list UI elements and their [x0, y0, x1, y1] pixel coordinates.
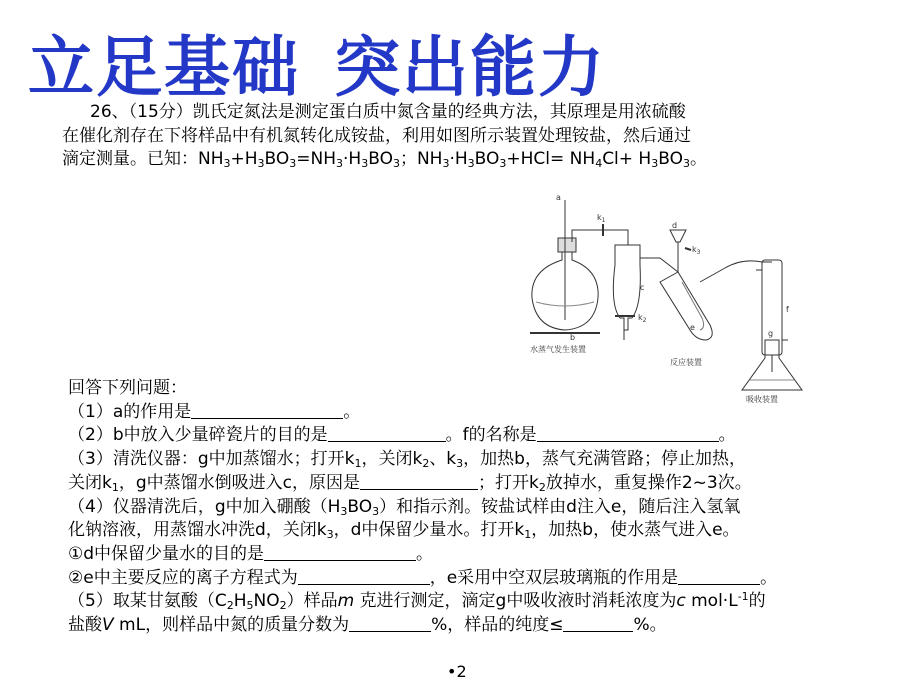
answer-blank[interactable]: [298, 568, 430, 585]
answer-blank[interactable]: [360, 473, 478, 490]
label-c: c: [640, 283, 645, 292]
vessel-c: [613, 245, 640, 330]
flask-stopper: [558, 238, 576, 252]
label-e: e: [690, 323, 695, 332]
question-5-line-2: 盐酸V mL，则样品中氮的质量分数为 %，样品的纯度≤ %。: [68, 615, 667, 636]
slide-title: [28, 14, 640, 109]
answer-blank[interactable]: [537, 425, 719, 442]
intro-line-1: 26、（15分）凯氏定氮法是测定蛋白质中氮含量的经典方法，其原理是用浓硫酸: [90, 102, 686, 122]
question-1: （1）a的作用是 。: [68, 401, 361, 422]
outlet-pipe: [700, 261, 772, 282]
double-wall-bottle-e: [660, 272, 712, 340]
caption-steam-generator: 水蒸气发生装置: [530, 345, 586, 354]
question-5-line-1: （5）取某甘氨酸$(C_2H_5NO_2)$样品m 克进行测定，滴定g中吸收液时消耗浓度为c $mol\cdot L^{-1}$的: [68, 590, 766, 613]
title-part-1: 立足基础: [28, 29, 300, 106]
answer-blank[interactable]: [264, 544, 416, 561]
question-4-part-2: ②e中主要反应的离子方程式为 ，e采用中空双层玻璃瓶的作用是 。: [68, 567, 778, 588]
answer-blank[interactable]: [563, 615, 633, 632]
equation-2: $NH_3\cdot H_3BO_3+HCl= NH_4Cl+ H_3BO_3$。: [416, 149, 707, 170]
label-k3: $k_3$: [692, 245, 701, 256]
caption-absorption: 吸收装置: [746, 395, 778, 404]
problem-intro: [62, 101, 862, 172]
answer-blank[interactable]: [678, 568, 760, 585]
question-2: （2）b中放入少量碎瓷片的目的是 。f的名称是 。: [68, 425, 736, 446]
equation-1: $NH_3+H_3BO_3=NH_3\cdot H_3BO_3$；: [198, 149, 417, 170]
questions: [68, 377, 893, 638]
page-number: •2: [447, 662, 467, 681]
question-3-line-2: 关闭$k_1$，g中蒸馏水倒吸进入c，原因是 ；打开$k_2$放掉水，重复操作2~3次。: [68, 472, 752, 494]
question-4-line-2: 化钠溶液，用蒸馏水冲洗d，关闭$k_3$，d中保留少量水。打开$k_1$，加热b，使水蒸气进入e。: [68, 520, 740, 542]
steam-pipe: [572, 230, 628, 245]
label-k1: $k_1$: [597, 213, 606, 224]
answer-blank[interactable]: [349, 615, 431, 632]
answer-blank[interactable]: [328, 425, 446, 442]
answer-blank[interactable]: [191, 402, 343, 419]
title-part-2: 突出能力: [334, 29, 606, 106]
funnel-d: [670, 230, 686, 242]
question-3-line-1: （3）清洗仪器：g中加蒸馏水；打开$k_1$，关闭$k_2$、$k_3$，加热b，蒸气充满管路；停止加热，: [68, 449, 746, 471]
label-g: g: [768, 329, 774, 338]
question-4-part-1: ①d中保留少量水的目的是 。: [68, 543, 434, 564]
label-k2: $k_2$: [638, 313, 647, 324]
intro-line-2: 在催化剂存在下将样品中有机氮转化成铵盐，利用如图所示装置处理铵盐，然后通过: [62, 125, 691, 146]
question-4-line-1: （4）仪器清洗后，g中加入硼酸$(H_3BO_3)$和指示剂。铵盐试样由d注入e，随后注入氢氧: [68, 496, 741, 518]
label-a: a: [556, 193, 561, 202]
intro-line-3: [62, 148, 862, 172]
valve-k3: [685, 248, 691, 250]
intro-known-label: 滴定测量。已知：: [62, 149, 198, 169]
questions-intro: 回答下列问题：: [68, 378, 187, 398]
label-d: d: [672, 221, 678, 230]
caption-reaction: 反应装置: [670, 358, 702, 367]
label-f: f: [786, 305, 789, 314]
label-b: b: [570, 333, 576, 342]
connect-pipe: [640, 258, 678, 272]
